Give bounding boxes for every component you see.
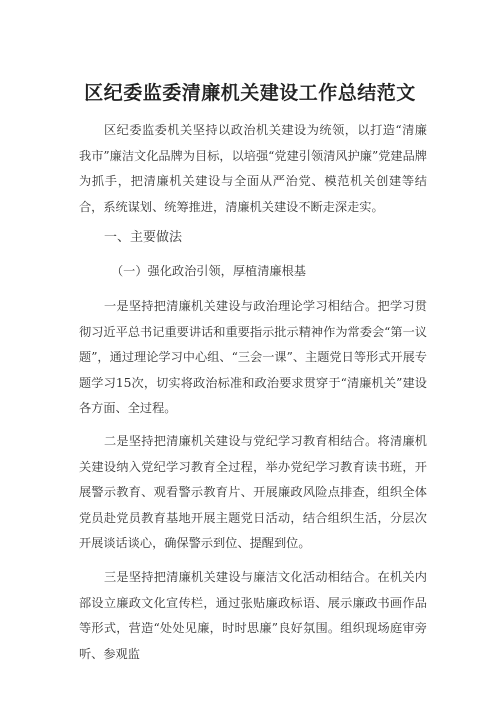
body-paragraph-1: 一是坚持把清廉机关建设与政治理论学习相结合。把学习贯彻习近平总书记重要讲话和重要指示批示精神作为常委会“第一议题”，通过理论学习中心组、“三会一课”、主题党日等形式开展专题学习15次，切实将政治标准和政治要求贯穿于“清廉机关”建设各方面、全过程。 (79, 299, 427, 415)
document-title: 区纪委监委清廉机关建设工作总结范文 (84, 82, 416, 104)
subsection-heading: （一）强化政治引领，厚植清廉根基 (111, 264, 306, 278)
body-paragraph-3: 三是坚持把清廉机关建设与廉洁文化活动相结合。在机关内部设立廉政文化宣传栏，通过张贴廉政标语、展示廉政书画作品等形式，营造“处处见廉，时时思廉”良好氛围。组织现场庭审旁听、参观监 (79, 570, 427, 661)
intro-paragraph: 区纪委监委机关坚持以政治机关建设为统领，以打造“清廉我市”廉洁文化品牌为目标，以培强“党建引领清风护廉”党建品牌为抓手，把清廉机关建设与全面从严治党、模范机关创建等结合，系统谋划、统筹推进，清廉机关建设不断走深走实。 (79, 123, 427, 214)
section-heading: 一、主要做法 (104, 230, 183, 245)
body-paragraph-2: 二是坚持把清廉机关建设与党纪学习教育相结合。将清廉机关建设纳入党纪学习教育全过程，举办党纪学习教育读书班，开展警示教育、观看警示教育片、开展廉政风险点排查，组织全体党员赴党员教育基地开展主题党日活动，结合组织生活，分层次开展谈话谈心，确保警示到位、提醒到位。 (79, 434, 427, 550)
